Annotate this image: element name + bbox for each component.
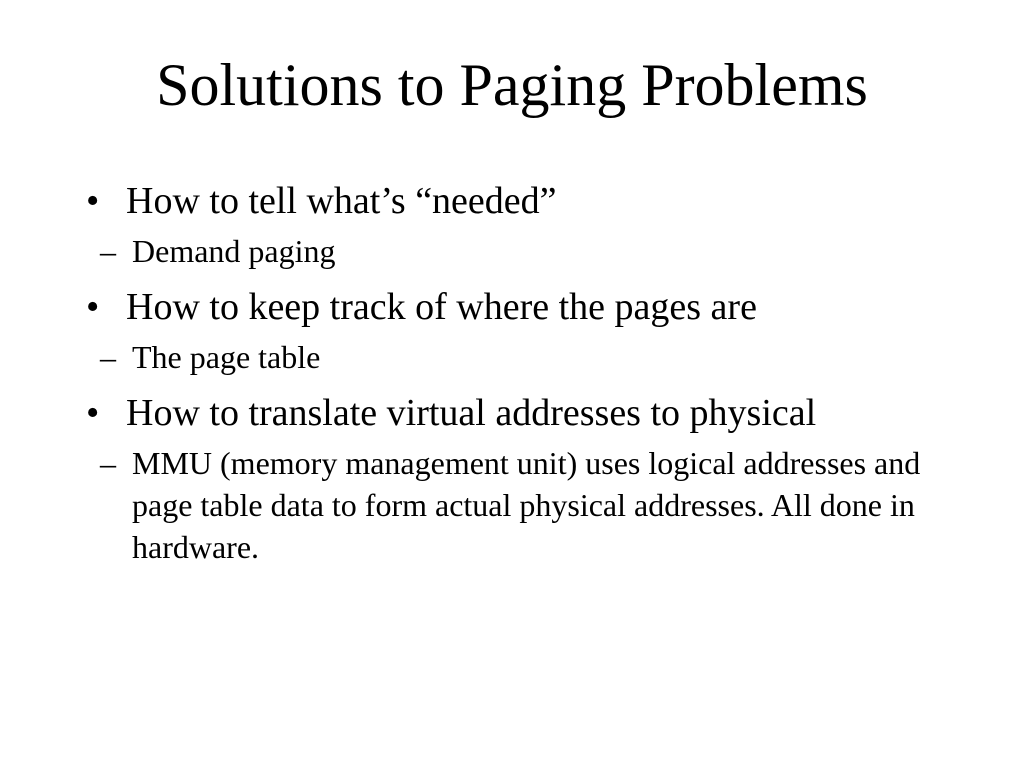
sub-bullet-item: [86, 336, 946, 378]
slide-title: Solutions to Paging Problems: [156, 52, 868, 118]
sub-bullet-text: Demand paging: [132, 233, 336, 269]
sub-bullet-text: The page table: [132, 339, 321, 375]
bullet-marker: •: [86, 392, 100, 434]
sub-list: [86, 442, 946, 568]
sub-bullet-item: [86, 230, 946, 272]
bullet-marker: •: [86, 180, 100, 222]
bullet-item: [86, 178, 946, 224]
bullet-text: How to keep track of where the pages are: [126, 286, 757, 328]
bullet-list: [86, 178, 946, 580]
dash-marker: –: [100, 339, 116, 375]
dash-marker: –: [100, 445, 116, 481]
sub-bullet-item: [86, 442, 946, 568]
bullet-text: How to translate virtual addresses to physical: [126, 392, 817, 434]
dash-marker: –: [100, 233, 116, 269]
bullet-marker: •: [86, 286, 100, 328]
sub-list: [86, 336, 946, 378]
bullet-text: How to tell what’s “needed”: [126, 180, 557, 222]
bullet-item: [86, 284, 946, 330]
sub-list: [86, 230, 946, 272]
sub-bullet-text: MMU (memory management unit) uses logical addresses and page table data to form actual physical addresses. All done in hardware.: [132, 445, 921, 565]
bullet-item: [86, 390, 946, 436]
